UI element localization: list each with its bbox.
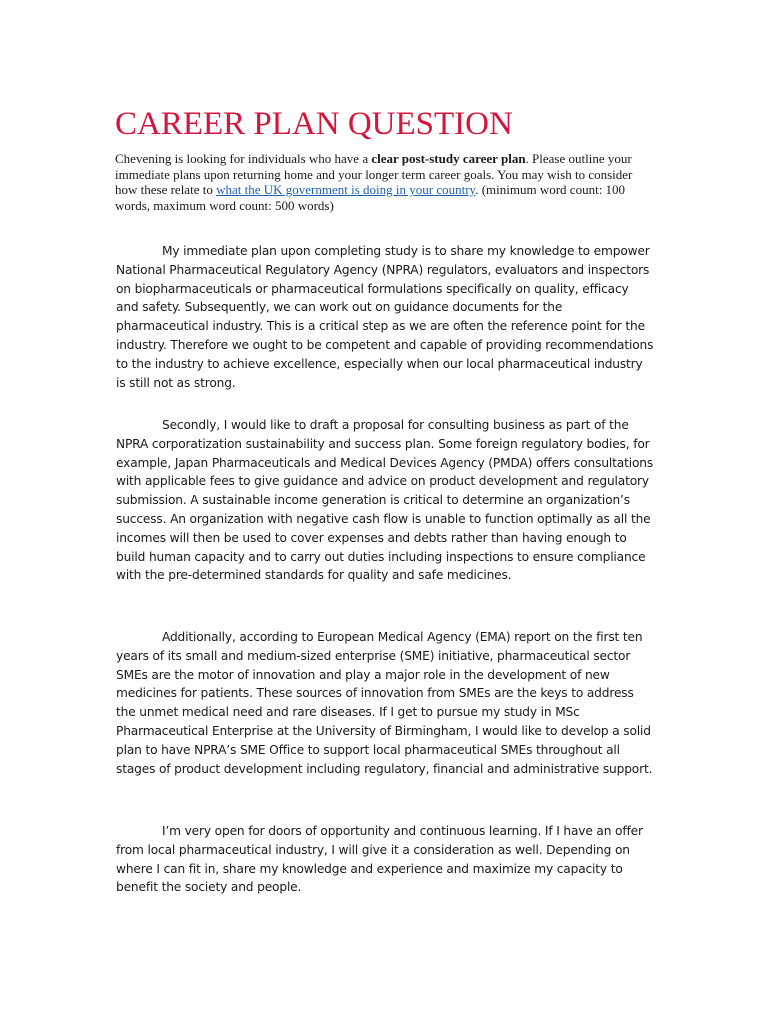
answer-paragraph-3: Additionally, according to European Medical Agency (EMA) report on the first ten years of its small and medium-sized enterprise (SME) initiative, pharmaceutical sector SMEs are the motor of innovation and play a major role in the development of new medicines for patients. These sources of innovation from SMEs are the keys to address the unmet medical need and rare diseases. If I get to pursue my study in MSc Pharmaceutical Enterprise at the University of Birmingham, I would like to develop a solid plan to have NPRA’s SME Office to support local pharmaceutical SMEs throughout all stages of product development including regulatory, financial and administrative support.: [116, 630, 653, 776]
page-title: CAREER PLAN QUESTION: [115, 106, 513, 142]
uk-government-link[interactable]: what the UK government is doing in your country: [216, 182, 476, 197]
answer-paragraph-1: My immediate plan upon completing study is to share my knowledge to empower National Pharmaceutical Regulatory Agency (NPRA) regulators, evaluators and inspectors on biopharmaceuticals or pharmaceutical formulations specifically on quality, efficacy and safety. Subsequently, we can work out on guidance documents for the pharmaceutical industry. This is a critical step as we are often the reference point for the industry. Therefore we ought to be competent and capable of providing recommendations to the industry to achieve excellence, especially when our local pharmaceutical industry is still not as strong.: [116, 244, 654, 390]
prompt-text-1: Chevening is looking for individuals who have a: [115, 151, 372, 166]
question-prompt: [115, 151, 655, 213]
answer-paragraph-2: Secondly, I would like to draft a proposal for consulting business as part of the NPRA corporatization sustainability and success plan. Some foreign regulatory bodies, for example, Japan Pharmaceuticals and Medical Devices Agency (PMDA) offers consultations with applicable fees to give guidance and advice on product development and regulatory submission. A sustainable income generation is critical to determine an organization’s success. An organization with negative cash flow is unable to function optimally as all the incomes will then be used to cover expenses and debts rather than having enough to build human capacity and to carry out duties including inspections to ensure compliance with the pre-determined standards for quality and safe medicines.: [116, 418, 654, 583]
prompt-text-3: . (minimum word count: 100 words, maximum word count: 500 words): [115, 182, 626, 213]
prompt-text-2: . Please outline your immediate plans upon returning home and your longer term career goals. You may wish to consider how these relate to: [115, 151, 633, 197]
prompt-bold-text: clear post-study career plan: [371, 151, 526, 166]
answer-paragraph-4: I’m very open for doors of opportunity and continuous learning. If I have an offer from local pharmaceutical industry, I will give it a consideration as well. Depending on where I can fit in, share my knowledge and experience and maximize my capacity to benefit the society and people.: [116, 824, 643, 895]
